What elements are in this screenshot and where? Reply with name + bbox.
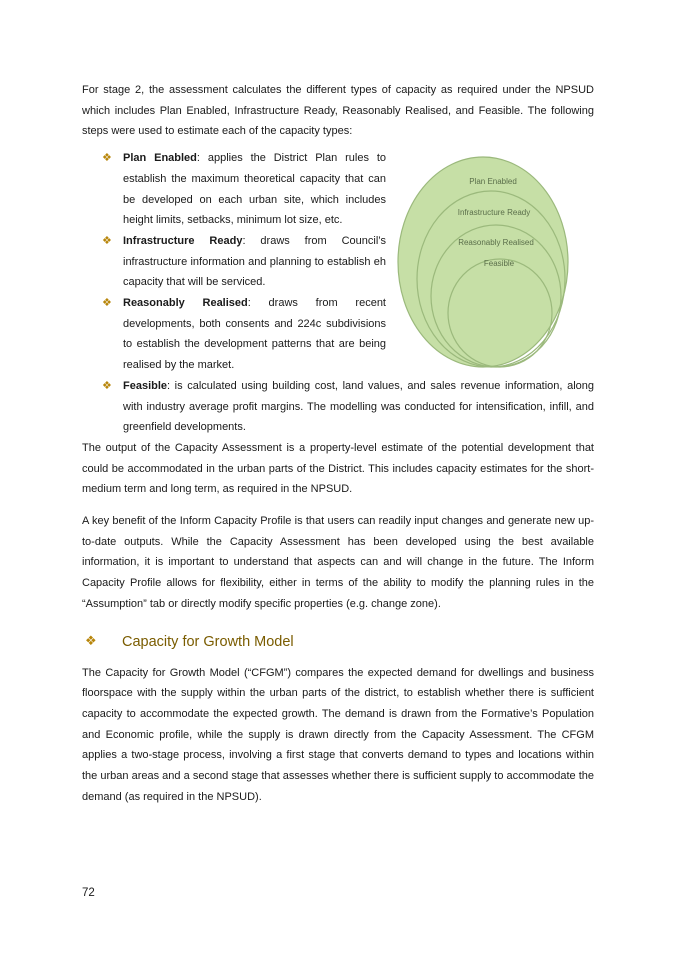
plan-enabled-label: Plan Enabled — [469, 177, 517, 186]
infrastructure-ready-label: Infrastructure Ready — [457, 208, 531, 217]
section-heading — [82, 631, 594, 655]
list-item — [82, 231, 386, 293]
capacity-output-paragraph: The output of the Capacity Assessment is a property-level estimate of the potential development that could be accommodated in the urban parts of the District. This includes capacity estimates for the short-medium term and long term, as required in the NPSUD. — [82, 441, 594, 496]
reasonably-realised-label: Reasonably Realised — [458, 238, 534, 247]
capacity-nested-diagram — [397, 156, 569, 368]
list-item-text: : is calculated using building cost, land values, and sales revenue information, along with industry average profit margins. The modelling was conducted for intensification, infill, and greenfield developments. — [123, 379, 594, 434]
list-item — [82, 148, 386, 231]
list-item-term: Infrastructure Ready — [123, 234, 243, 247]
diamond-bullet-icon: ❖ — [102, 379, 112, 392]
intro-paragraph: For stage 2, the assessment calculates the different types of capacity as required under the NPSUD which includes Plan Enabled, Infrastructure Ready, Reasonably Realised, and Feasible. The following steps were used to estimate each of the capacity types: — [82, 84, 594, 138]
diamond-bullet-icon: ❖ — [85, 632, 97, 648]
list-item — [82, 293, 386, 376]
list-item-term: Reasonably Realised — [123, 297, 248, 310]
page-number: 72 — [82, 887, 95, 899]
list-item-text: : draws from recent developments, both consents and 224c subdivisions to establish the development patterns that are being realised by the market. — [123, 297, 386, 372]
inform-profile-paragraph: A key benefit of the Inform Capacity Profile is that users can readily input changes and generate new up-to-date outputs. While the Capacity Assessment has been developed using the best available information, it is important to understand that aspects can and will change in the future. The Inform Capacity Profile allows for flexibility, either in terms of the ability to modify the planning rules in the “Assumption” tab or directly modify specific properties (e.g. change zone). — [82, 515, 594, 610]
list-item-term: Feasible — [123, 379, 168, 392]
list-item-text: : draws from Council’s infrastructure information and planning to establish eh capacity that will be serviced. — [123, 234, 387, 289]
list-item — [82, 376, 594, 438]
feasible-label: Feasible — [483, 259, 515, 268]
list-item-text: : applies the District Plan rules to establish the maximum theoretical capacity that can be developed on each urban site, which includes height limits, setbacks, minimum lot size, etc. — [123, 152, 387, 227]
diamond-bullet-icon: ❖ — [102, 297, 112, 310]
list-item-term: Plan Enabled — [123, 152, 197, 165]
diamond-bullet-icon: ❖ — [102, 152, 112, 165]
diamond-bullet-icon: ❖ — [102, 234, 112, 247]
section-heading-text: Capacity for Growth Model — [122, 633, 294, 650]
cfgm-paragraph: The Capacity for Growth Model (“CFGM”) compares the expected demand for dwellings and business floorspace with the supply within the urban parts of the district, to establish whether there is sufficient capacity to accommodate the expected growth. The demand is drawn from the Formative’s Population and Economic profile, while the supply is drawn directly from the Capacity Assessment. The CFGM applies a two-stage process, involving a first stage that converts demand to types and locations within the urban areas and a second stage that assesses whether there is sufficient supply to accommodate the demand (as required in the NPSUD). — [82, 666, 594, 803]
